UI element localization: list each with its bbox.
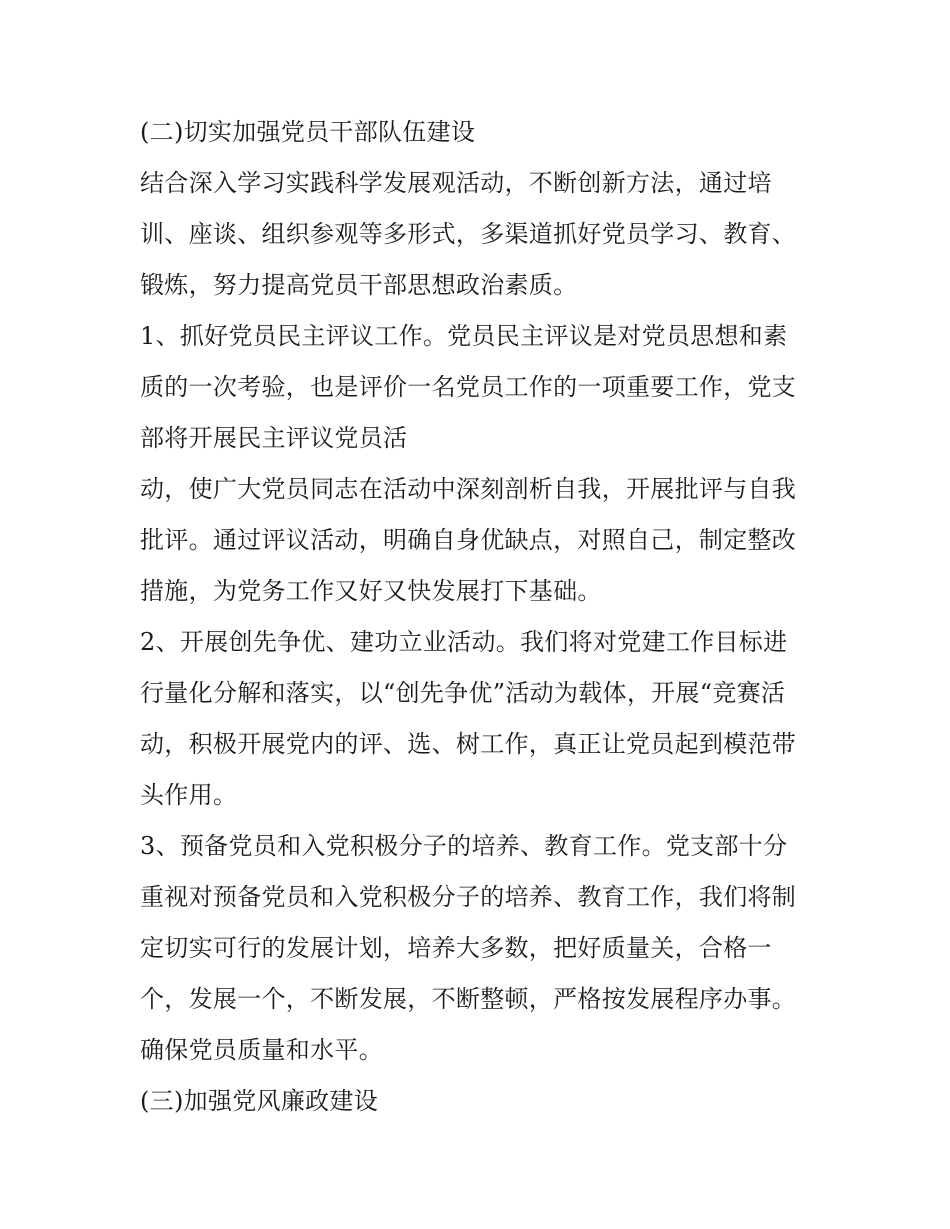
list-item-1-line: 批评。通过评议活动，明确自身优缺点，对照自己，制定整改	[140, 526, 797, 554]
paragraph-line: 训、座谈、组织参观等多形式，多渠道抓好党员学习、教育、	[140, 220, 797, 248]
list-item-1-line: 质的一次考验，也是评价一名党员工作的一项重要工作，党支	[140, 373, 797, 401]
list-item-3-line: 定切实可行的发展计划，培养大多数，把好质量关，合格一	[140, 934, 772, 962]
list-item-2-line: 动，积极开展党内的评、选、树工作，真正让党员起到模范带	[140, 730, 797, 758]
list-item-2-line: 2、开展创先争优、建功立业活动。我们将对党建工作目标进	[140, 628, 788, 656]
section-heading-2: (二)切实加强党员干部队伍建设	[140, 118, 476, 146]
document-body	[140, 107, 820, 1127]
list-item-3-line: 重视对预备党员和入党积极分子的培养、教育工作，我们将制	[140, 883, 797, 911]
list-item-3-line: 确保党员质量和水平。	[140, 1036, 383, 1064]
list-item-1-line: 部将开展民主评议党员活	[140, 424, 408, 452]
list-item-3-line: 3、预备党员和入党积极分子的培养、教育工作。党支部十分	[140, 832, 788, 860]
list-item-1-line: 措施，为党务工作又好又快发展打下基础。	[140, 577, 602, 605]
list-item-2-line: 头作用。	[140, 781, 238, 809]
list-item-1-line: 1、抓好党员民主评议工作。党员民主评议是对党员思想和素	[140, 322, 788, 350]
list-item-2-line: 行量化分解和落实，以“创先争优”活动为载体，开展“竞赛活	[140, 679, 786, 707]
list-item-1-line: 动，使广大党员同志在活动中深刻剖析自我，开展批评与自我	[140, 475, 797, 503]
paragraph-line: 锻炼，努力提高党员干部思想政治素质。	[140, 271, 578, 299]
list-item-3-line: 个，发展一个，不断发展，不断整顿，严格按发展程序办事。	[140, 985, 797, 1013]
section-heading-3: (三)加强党风廉政建设	[140, 1087, 379, 1115]
paragraph-line: 结合深入学习实践科学发展观活动，不断创新方法，通过培	[140, 169, 772, 197]
